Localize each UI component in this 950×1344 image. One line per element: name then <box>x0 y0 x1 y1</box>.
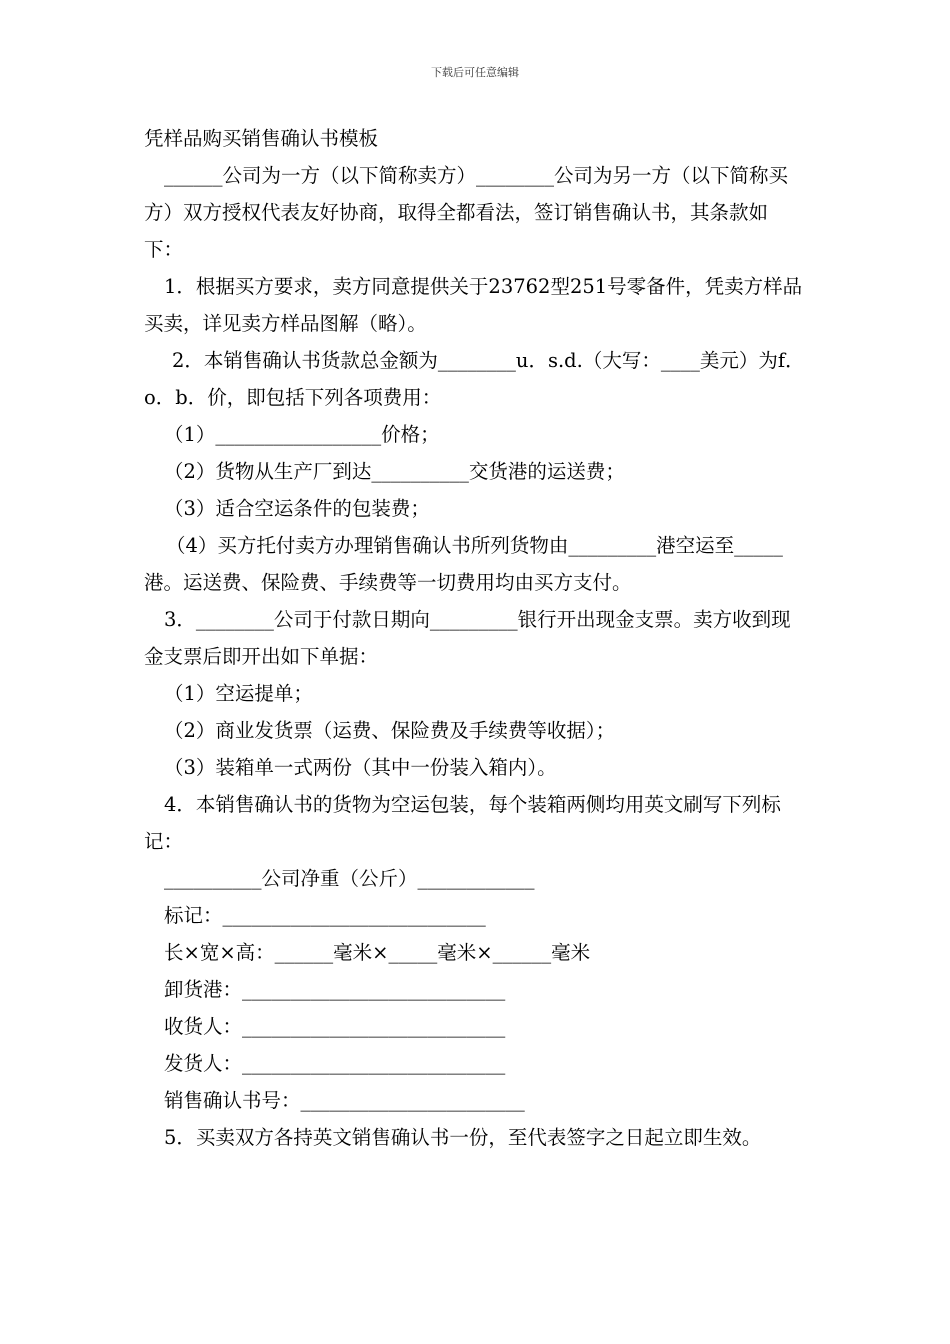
clause-5: 5．买卖双方各持英文销售确认书一份，至代表签字之日起立即生效。 <box>164 1126 762 1149</box>
clause-4: 4．本销售确认书的货物为空运包装，每个装箱两侧均用英文刷写下列标记： <box>144 793 781 853</box>
clause-2-item-1: （1）_________________价格； <box>164 423 440 446</box>
clause-2-item-2: （2）货物从生产厂到达__________交货港的运送费； <box>164 460 625 483</box>
clause-3-item-2: （2）商业发货票（运费、保险费及手续费等收据）； <box>164 719 616 742</box>
mark-company-weight: __________公司净重（公斤）____________ <box>164 867 535 890</box>
mark-dimensions: 长×宽×高：______毫米×_____毫米×______毫米 <box>164 941 591 964</box>
document-body <box>144 120 806 1156</box>
clause-1: 1．根据买方要求，卖方同意提供关于23762型251号零备件，凭卖方样品买卖，详见卖方样品图解（略）。 <box>144 275 803 335</box>
clause-2-item-4: （4）买方托付卖方办理销售确认书所列货物由_________港空运至_____港。运送费、保险费、手续费等一切费用均由买方支付。 <box>144 534 783 594</box>
paragraph-parties: ______公司为一方（以下简称卖方）________公司为另一方（以下简称买方）双方授权代表友好协商，取得全都看法，签订销售确认书，其条款如下： <box>144 164 789 261</box>
mark-shipper: 发货人：___________________________ <box>164 1052 506 1075</box>
mark-consignee: 收货人：___________________________ <box>164 1015 506 1038</box>
clause-3-item-3: （3）装箱单一式两份（其中一份装入箱内）。 <box>164 756 557 779</box>
clause-3: 3．________公司于付款日期向_________银行开出现金支票。卖方收到现金支票后即开出如下单据： <box>144 608 791 668</box>
document-title: 凭样品购买销售确认书模板 <box>144 127 379 150</box>
clause-2: 2．本销售确认书货款总金额为________u．s.d.（大写：____美元）为f．o．b．价，即包括下列各项费用： <box>144 349 805 409</box>
clause-3-item-1: （1）空运提单； <box>164 682 313 705</box>
mark-port: 卸货港：___________________________ <box>164 978 506 1001</box>
clause-2-item-3: （3）适合空运条件的包装费； <box>164 497 430 520</box>
mark-contract-no: 销售确认书号：_______________________ <box>164 1089 525 1112</box>
mark-label: 标记：___________________________ <box>164 904 486 927</box>
page-header: 下载后可任意编辑 <box>431 66 519 79</box>
